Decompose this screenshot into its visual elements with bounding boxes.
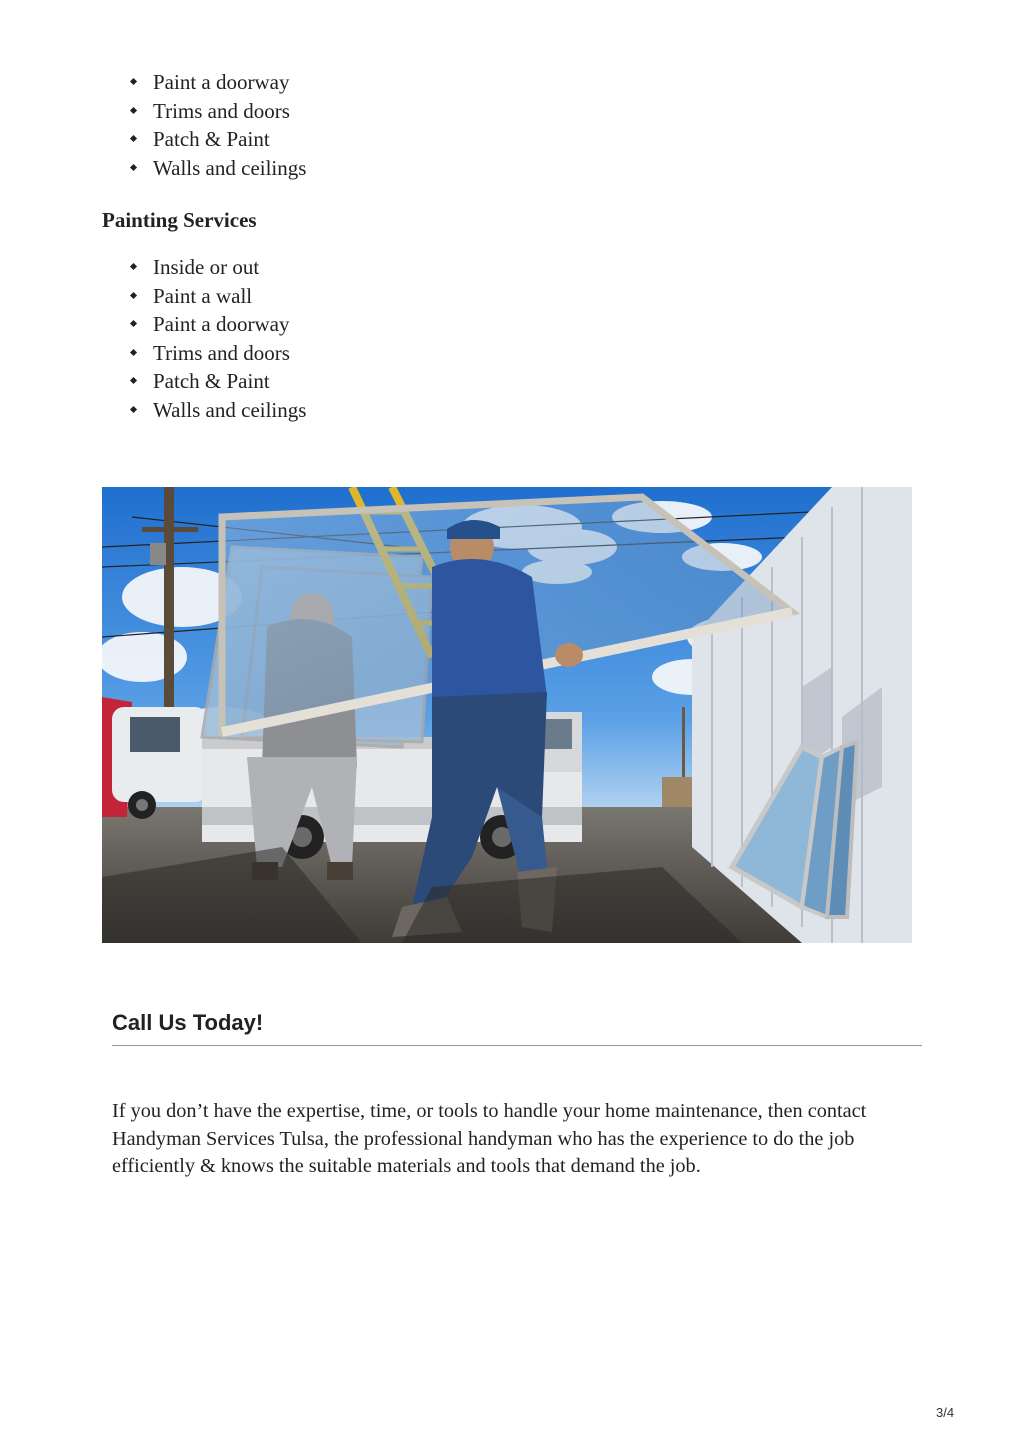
- list-item: [130, 367, 306, 396]
- workers-carrying-window-photo: [102, 487, 912, 943]
- page-number: 3/4: [936, 1405, 955, 1420]
- services-list-top: [130, 68, 306, 182]
- list-item-label: Patch & Paint: [153, 369, 270, 394]
- list-item-label: Trims and doors: [153, 340, 290, 365]
- bullet-icon: [130, 78, 137, 85]
- list-item: [130, 97, 306, 126]
- bullet-icon: [130, 292, 137, 299]
- bullet-icon: [130, 263, 137, 270]
- cta-paragraph: If you don’t have the expertise, time, or tools to handle your home maintenance, then contact Handyman Services Tulsa, the professional handyman who has the experience to do the job efficiently & knows the suitable materials and tools that demand the job.: [112, 1100, 867, 1177]
- bullet-icon: [130, 406, 137, 413]
- bullet-icon: [130, 135, 137, 142]
- call-us-heading: Call Us Today!: [112, 1010, 264, 1035]
- heading-divider: [112, 1045, 922, 1046]
- list-item-label: Patch & Paint: [153, 127, 270, 152]
- list-item-label: Paint a wall: [153, 283, 253, 308]
- list-item: [130, 68, 306, 97]
- painting-services-heading: Painting Services: [102, 208, 257, 232]
- list-item: [130, 339, 306, 368]
- list-item-label: Walls and ceilings: [153, 397, 307, 422]
- bullet-icon: [130, 349, 137, 356]
- list-item: [130, 154, 306, 183]
- bullet-icon: [130, 164, 137, 171]
- list-item: [130, 310, 306, 339]
- list-item-label: Inside or out: [153, 255, 260, 279]
- bullet-icon: [130, 377, 137, 384]
- list-item: [130, 253, 306, 282]
- bullet-icon: [130, 107, 137, 114]
- list-item-label: Paint a doorway: [153, 70, 290, 94]
- list-item: [130, 282, 306, 311]
- bullet-icon: [130, 320, 137, 327]
- utility-pole: [164, 487, 174, 707]
- painting-services-list: [130, 253, 306, 425]
- list-item-label: Paint a doorway: [153, 312, 290, 337]
- list-item: [130, 396, 306, 425]
- list-item-label: Walls and ceilings: [153, 155, 307, 180]
- list-item-label: Trims and doors: [153, 98, 290, 123]
- list-item: [130, 125, 306, 154]
